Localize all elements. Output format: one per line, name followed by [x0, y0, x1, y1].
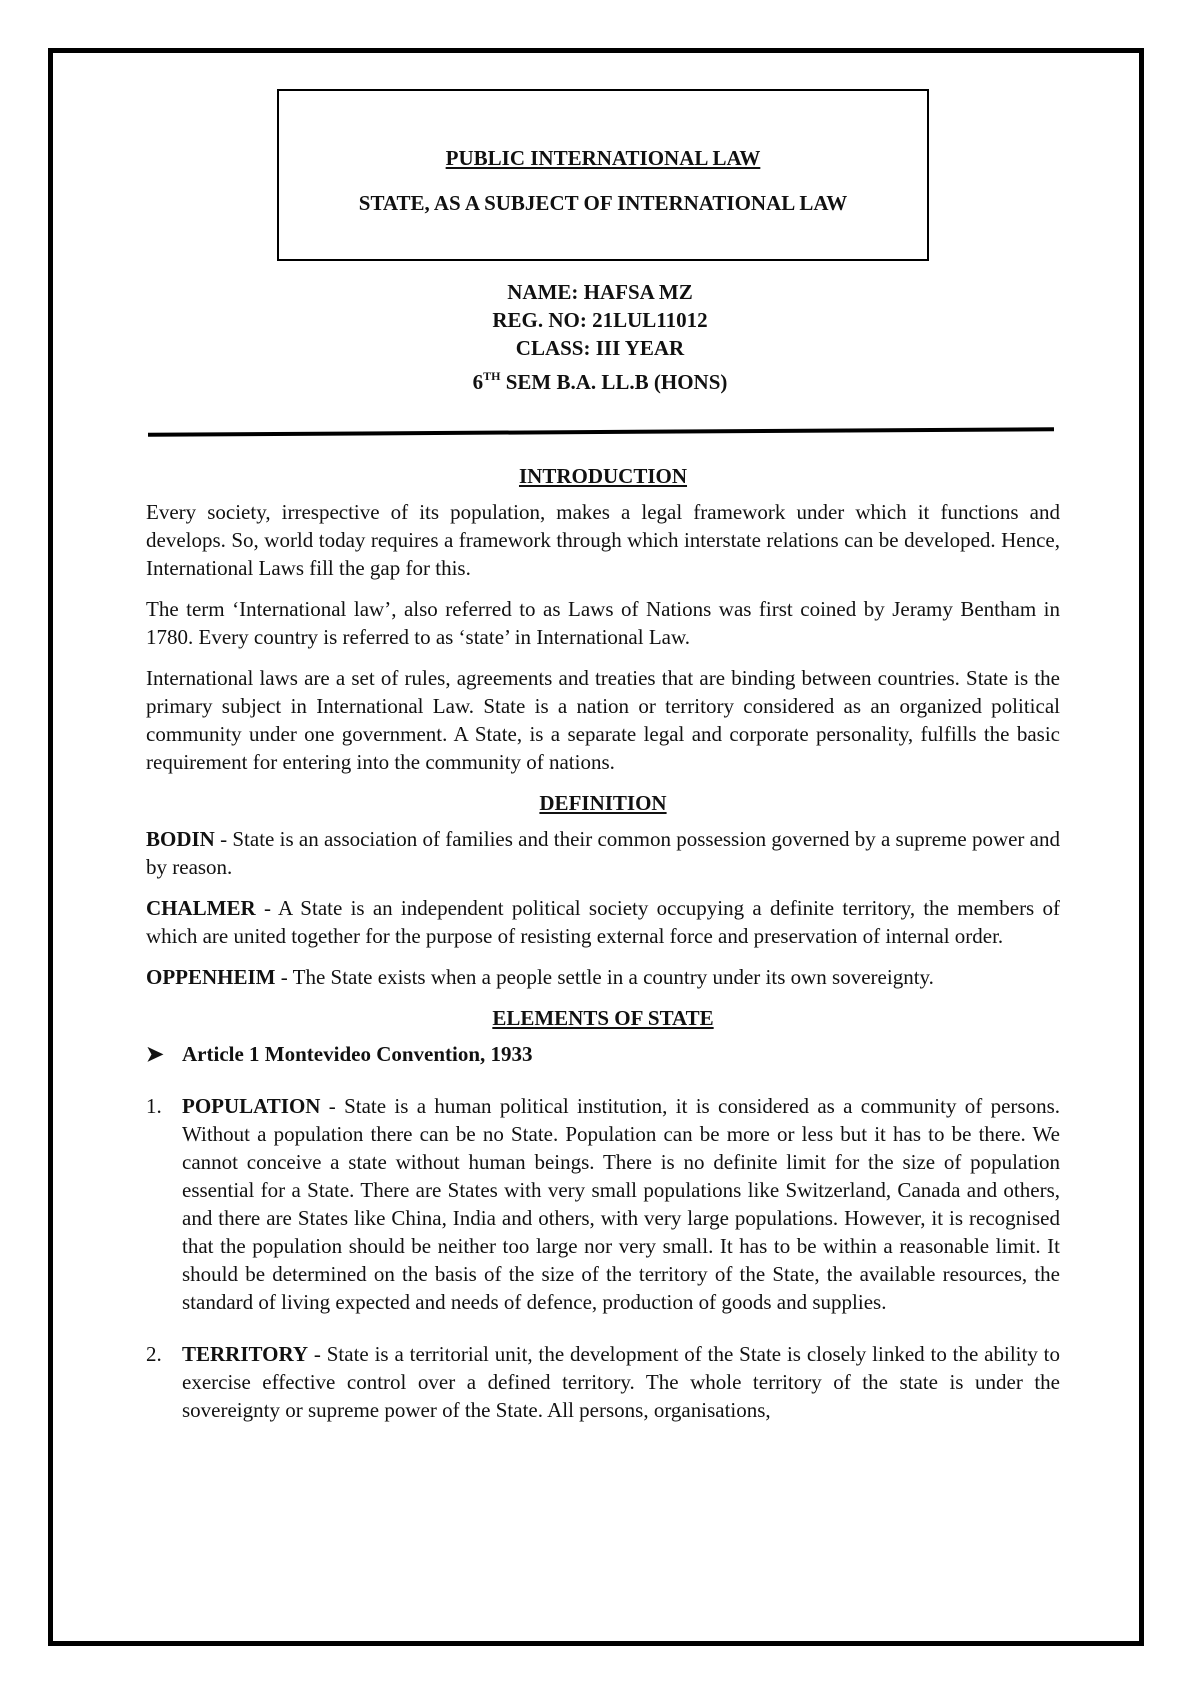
- definition-entry: [146, 963, 1060, 991]
- semester-ordinal: TH: [483, 369, 501, 383]
- intro-paragraph: The term ‘International law’, also referred to as Laws of Nations was first coined by Jeramy Bentham in 1780. Every country is referred to as ‘state’ in International Law.: [146, 597, 1060, 649]
- bullet-text: Article 1 Montevideo Convention, 1933: [182, 1042, 533, 1066]
- bullet-item: [146, 1040, 1060, 1068]
- item-text: - State is a territorial unit, the development of the State is closely linked to the ability to exercise effective control over a defined territory. The whole territory of the state is under the sovereignty or supreme power of the State. All persons, organisations,: [182, 1342, 1060, 1422]
- introduction-heading: INTRODUCTION: [518, 464, 688, 488]
- student-reg-no: REG. NO: 21LUL11012: [492, 308, 708, 332]
- item-number: 2.: [146, 1342, 162, 1366]
- definition-term: CHALMER: [146, 896, 256, 920]
- item-text: - State is a human political institution, it is considered as a community of persons. Without a population there can be no State. Population can be more or less but it has to be there. We cannot conceive a state without human beings. There is no definite limit for the size of population essential for a State. There are States with very small populations like Switzerland, Canada and others, and there are States like China, India and others, with very large populations. However, it is recognised that the population should be neither too large nor very small. It has to be within a reasonable limit. It should be determined on the basis of the size of the territory of the State, the available resources, the standard of living expected and needs of defence, production of goods and supplies.: [182, 1094, 1060, 1314]
- intro-paragraph: Every society, irrespective of its population, makes a legal framework under which it functions and develops. So, world today requires a framework through which interstate relations can be developed. Hence, International Laws fill the gap for this.: [146, 500, 1060, 580]
- numbered-item: [146, 1092, 1060, 1316]
- document-body: [146, 462, 1060, 1448]
- student-name: NAME: HAFSA MZ: [507, 280, 693, 304]
- item-term: POPULATION: [182, 1094, 321, 1118]
- definition-text: - A State is an independent political society occupying a definite territory, the members of which are united together for the purpose of resisting external force and preservation of internal order.: [146, 896, 1060, 948]
- student-class: CLASS: III YEAR: [515, 336, 685, 360]
- item-term: TERRITORY: [182, 1342, 309, 1366]
- definition-entry: [146, 894, 1060, 950]
- definition-term: BODIN: [146, 827, 215, 851]
- definition-heading: DEFINITION: [539, 791, 667, 815]
- student-details: [0, 278, 1200, 396]
- arrowhead-bullet-icon: ➤: [146, 1042, 164, 1066]
- elements-heading: ELEMENTS OF STATE: [492, 1006, 714, 1030]
- definition-entry: [146, 825, 1060, 881]
- semester-program: SEM B.A. LL.B (HONS): [500, 370, 728, 394]
- document-subtitle: STATE, AS A SUBJECT OF INTERNATIONAL LAW: [358, 191, 848, 215]
- item-number: 1.: [146, 1094, 162, 1118]
- semester-number: 6: [472, 370, 484, 394]
- intro-paragraph: International laws are a set of rules, agreements and treaties that are binding between countries. State is the primary subject in International Law. State is a nation or territory considered as an organized political community under one government. A State, is a separate legal and corporate personality, fulfills the basic requirement for entering into the community of nations.: [146, 666, 1060, 774]
- title-box: [277, 89, 929, 261]
- definition-text: - The State exists when a people settle in a country under its own sovereignty.: [275, 965, 934, 989]
- student-semester: [0, 362, 1200, 396]
- definition-text: - State is an association of families and their common possession governed by a supreme power and by reason.: [146, 827, 1060, 879]
- document-title: PUBLIC INTERNATIONAL LAW: [445, 146, 761, 170]
- definition-term: OPPENHEIM: [146, 965, 276, 989]
- numbered-item: [146, 1340, 1060, 1424]
